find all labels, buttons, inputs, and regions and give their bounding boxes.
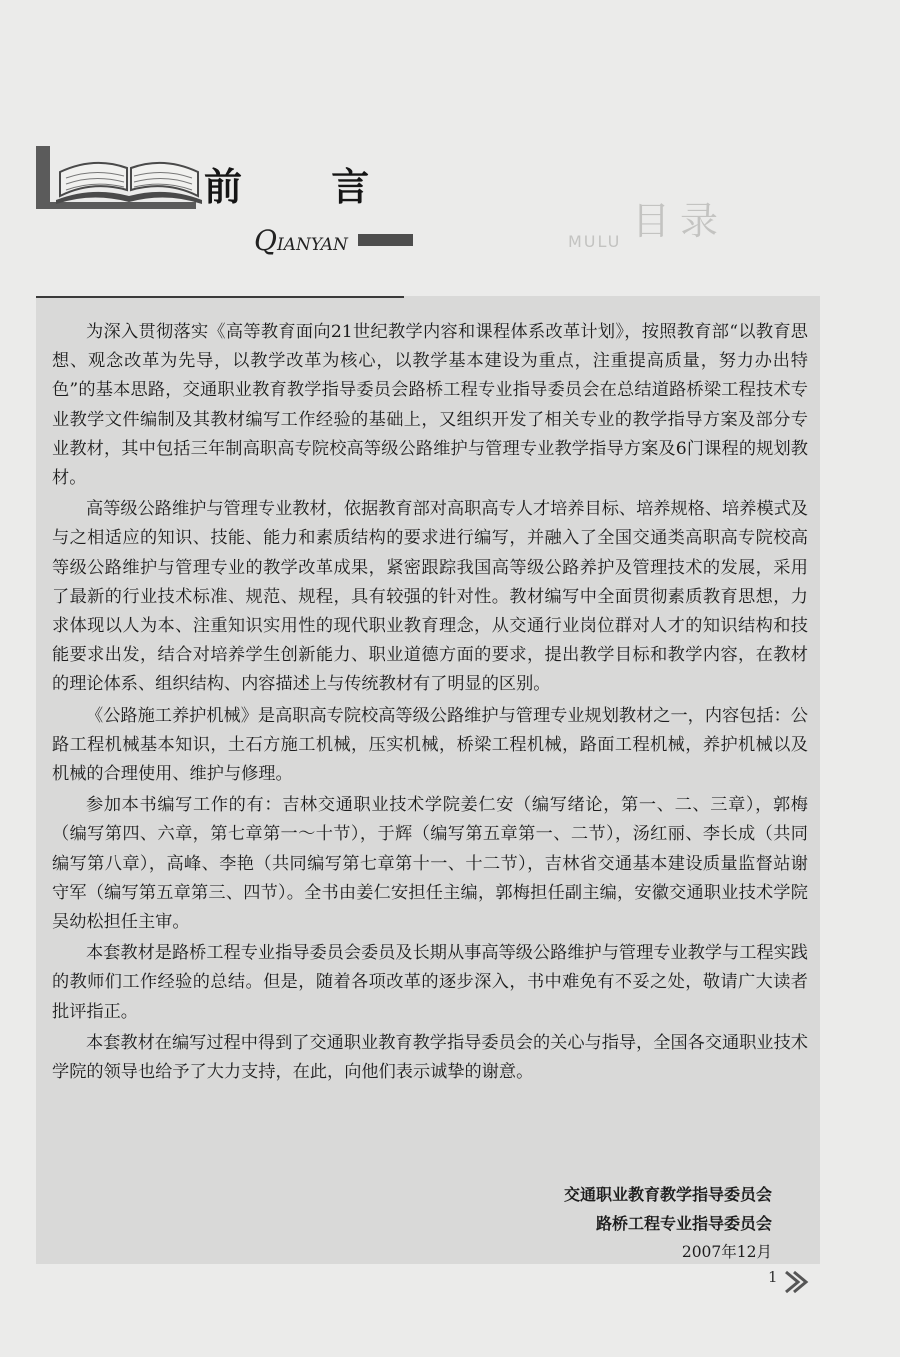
paragraph: 高等级公路维护与管理专业教材，依据教育部对高职高专人才培养目标、培养规格、培养模式及与之相适应的知识、技能、能力和素质结构的要求进行编写，并融入了全国交通类高职高专院校高等级公路维护与管理专业的教学改革成果，紧密跟踪我国高等级公路养护及管理技术的发展，采用了最新的行业技术标准、规范、规程，具有较强的针对性。教材编写中全面贯彻素质教育思想，力求体现以人为本、注重知识实用性的现代职业教育理念，从交通行业岗位群对人才的知识结构和技能要求出发，结合对培养学生创新能力、职业道德方面的要求，提出教学目标和教学内容，在教材的理论体系、组织结构、内容描述上与传统教材有了明显的区别。 — [52, 499, 808, 695]
paragraph: 本套教材在编写过程中得到了交通职业教育教学指导委员会的关心与指导，全国各交通职业技术学院的领导也给予了大力支持，在此，向他们表示诚挚的谢意。 — [52, 1032, 808, 1083]
signature-block — [564, 1180, 772, 1267]
page-subtitle — [254, 224, 348, 257]
preface-header — [36, 146, 426, 257]
signature-committee: 交通职业教育教学指导委员会 — [563, 1185, 772, 1204]
page-arrow-icon — [782, 1270, 810, 1294]
signature-subcommittee: 路桥工程专业指导委员会 — [595, 1214, 772, 1233]
header-vertical-bar — [36, 146, 50, 208]
subtitle-rest: IANYAN — [276, 235, 348, 255]
page-number: 1 — [768, 1268, 778, 1286]
subtitle-bar — [358, 234, 413, 246]
paragraph: 参加本书编写工作的有：吉林交通职业技术学院姜仁安（编写绪论，第一、二、三章），郭梅（编写第四、六章，第七章第一～十节），于辉（编写第五章第一、二节），汤红丽、李长成（共同编写第八章），高峰、李艳（共同编写第七章第十一、十二节），吉林省交通基本建设质量监督站谢守军（编写第五章第三、四节）。全书由姜仁安担任主编，郭梅担任副主编，安徽交通职业技术学院吴幼松担任主审。 — [52, 795, 808, 933]
paragraph: 《公路施工养护机械》是高职高专院校高等级公路维护与管理专业规划教材之一，内容包括：公路工程机械基本知识，土石方施工机械，压实机械，桥梁工程机械，路面工程机械，养护机械以及机械的合理使用、维护与修理。 — [52, 705, 808, 785]
ghost-title: 目录 — [632, 199, 729, 243]
paragraph: 为深入贯彻落实《高等教育面向21世纪教学内容和课程体系改革计划》，按照教育部“以教育思想、观念改革为先导，以教学改革为核心，以教学基本建设为重点，注重提高质量，努力办出特色”的基本思路，交通职业教育教学指导委员会路桥工程专业指导委员会在总结道路桥梁工程技术专业教学文件编制及其教材编写工作经验的基础上，又组织开发了相关专业的教学指导方案及部分专业教材，其中包括三年制高职高专院校高等级公路维护与管理专业教学指导方案及6门课程的规划教材。 — [52, 322, 808, 489]
open-book-icon — [54, 150, 204, 208]
signature-date: 2007年12月 — [681, 1243, 772, 1261]
show-through-contents-heading — [568, 190, 818, 260]
ghost-subtitle: MULU — [568, 232, 622, 251]
subtitle-initial: Q — [254, 224, 277, 257]
header-rule — [36, 296, 404, 298]
page-title: 前 言 — [204, 164, 408, 209]
paragraph: 本套教材是路桥工程专业指导委员会委员及长期从事高等级公路维护与管理专业教学与工程实践的教师们工作经验的总结。但是，随着各项改革的逐步深入，书中难免有不妥之处，敬请广大读者批评指正。 — [52, 943, 808, 1022]
preface-body — [52, 318, 808, 1089]
